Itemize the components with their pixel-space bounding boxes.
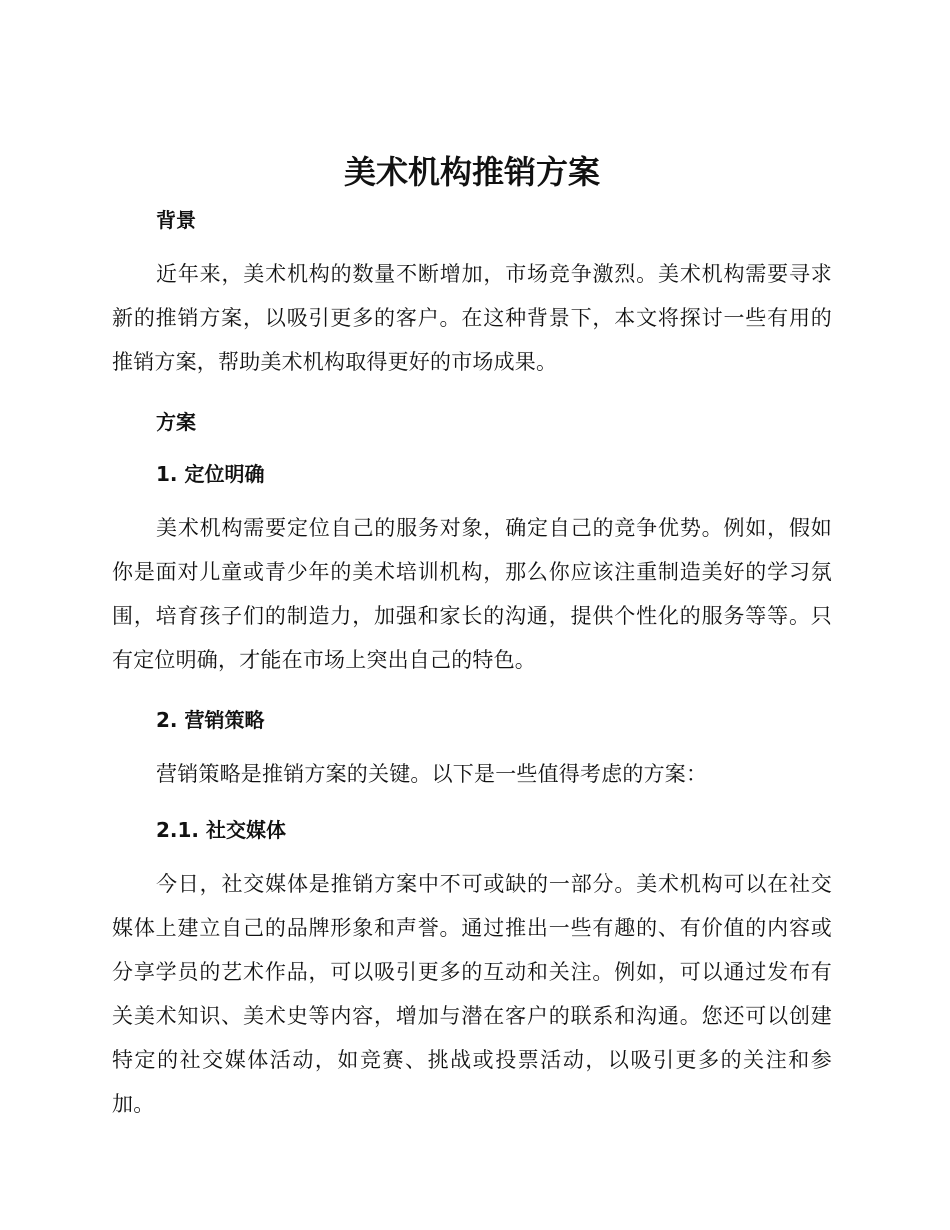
section-heading-background: 背景 (156, 208, 196, 232)
subheading-social-media: 2.1. 社交媒体 (156, 818, 286, 842)
document-title: 美术机构推销方案 (343, 153, 600, 191)
paragraph-marketing: 营销策略是推销方案的关键。以下是一些值得考虑的方案： (156, 762, 708, 786)
paragraph-background: 近年来，美术机构的数量不断增加，市场竞争激烈。美术机构需要寻求新的推销方案，以吸引更多的客户。在这种背景下，本文将探讨一些有用的推销方案，帮助美术机构取得更好的市场成果。 (112, 262, 832, 374)
subheading-marketing: 2. 营销策略 (156, 708, 265, 732)
paragraph-social-media: 今日，社交媒体是推销方案中不可或缺的一部分。美术机构可以在社交媒体上建立自己的品牌形象和声誉。通过推出一些有趣的、有价值的内容或分享学员的艺术作品，可以吸引更多的互动和关注。例如，可以通过发布有关美术知识、美术史等内容，增加与潜在客户的联系和沟通。您还可以创建特定的社交媒体活动，如竞赛、挑战或投票活动，以吸引更多的关注和参加。 (112, 872, 832, 1116)
section-heading-plan: 方案 (156, 410, 196, 434)
subheading-positioning: 1. 定位明确 (156, 462, 265, 486)
paragraph-positioning: 美术机构需要定位自己的服务对象，确定自己的竞争优势。例如，假如你是面对儿童或青少年的美术培训机构，那么你应该注重制造美好的学习氛围，培育孩子们的制造力，加强和家长的沟通，提供个性化的服务等等。只有定位明确，才能在市场上突出自己的特色。 (112, 516, 832, 672)
document-body (112, 148, 832, 1126)
